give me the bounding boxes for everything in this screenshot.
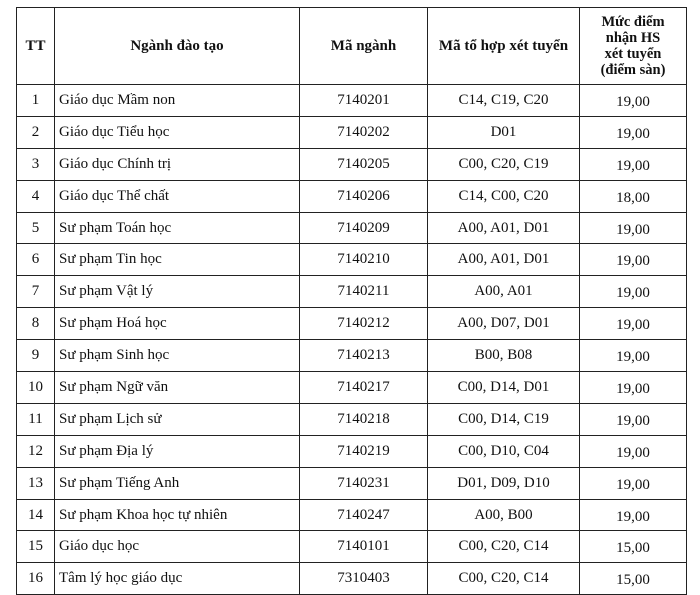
header-major: Ngành đào tạo xyxy=(55,8,300,85)
header-score-line: nhận HS xyxy=(605,30,661,46)
cell-score: 19,00 xyxy=(580,435,687,467)
cell-tt: 10 xyxy=(17,372,55,404)
cell-code: 7140210 xyxy=(300,244,428,276)
cell-code: 7140247 xyxy=(300,499,428,531)
cell-combo: C00, C20, C19 xyxy=(428,148,580,180)
admission-table-container xyxy=(16,7,687,595)
table-row xyxy=(17,563,687,595)
cell-combo: B00, B08 xyxy=(428,340,580,372)
table-row xyxy=(17,308,687,340)
header-score-line: Mức điểm xyxy=(601,14,665,30)
cell-code: 7310403 xyxy=(300,563,428,595)
cell-code: 7140101 xyxy=(300,531,428,563)
cell-score: 19,00 xyxy=(580,308,687,340)
cell-code: 7140206 xyxy=(300,180,428,212)
cell-score: 15,00 xyxy=(580,563,687,595)
cell-major: Sư phạm Tin học xyxy=(55,244,300,276)
cell-combo: A00, D07, D01 xyxy=(428,308,580,340)
cell-tt: 5 xyxy=(17,212,55,244)
cell-tt: 12 xyxy=(17,435,55,467)
cell-major: Sư phạm Ngữ văn xyxy=(55,372,300,404)
cell-score: 19,00 xyxy=(580,372,687,404)
table-row xyxy=(17,116,687,148)
cell-major: Sư phạm Hoá học xyxy=(55,308,300,340)
cell-major: Sư phạm Tiếng Anh xyxy=(55,467,300,499)
header-code: Mã ngành xyxy=(300,8,428,85)
table-row xyxy=(17,435,687,467)
table-row xyxy=(17,276,687,308)
cell-score: 15,00 xyxy=(580,531,687,563)
cell-tt: 15 xyxy=(17,531,55,563)
cell-major: Giáo dục Thể chất xyxy=(55,180,300,212)
cell-tt: 3 xyxy=(17,148,55,180)
cell-tt: 9 xyxy=(17,340,55,372)
cell-score: 19,00 xyxy=(580,244,687,276)
cell-code: 7140213 xyxy=(300,340,428,372)
cell-code: 7140201 xyxy=(300,85,428,117)
table-body xyxy=(17,85,687,595)
cell-tt: 4 xyxy=(17,180,55,212)
cell-code: 7140231 xyxy=(300,467,428,499)
cell-code: 7140202 xyxy=(300,116,428,148)
cell-tt: 14 xyxy=(17,499,55,531)
table-row xyxy=(17,372,687,404)
cell-score: 19,00 xyxy=(580,467,687,499)
cell-score: 19,00 xyxy=(580,85,687,117)
header-tt: TT xyxy=(17,8,55,85)
table-row xyxy=(17,212,687,244)
cell-combo: A00, A01, D01 xyxy=(428,244,580,276)
cell-score: 18,00 xyxy=(580,180,687,212)
cell-combo: A00, A01 xyxy=(428,276,580,308)
cell-code: 7140212 xyxy=(300,308,428,340)
cell-tt: 11 xyxy=(17,403,55,435)
cell-combo: C00, D14, C19 xyxy=(428,403,580,435)
table-row xyxy=(17,180,687,212)
table-row xyxy=(17,244,687,276)
cell-tt: 7 xyxy=(17,276,55,308)
table-row xyxy=(17,467,687,499)
table-row xyxy=(17,499,687,531)
cell-tt: 13 xyxy=(17,467,55,499)
table-header-row xyxy=(17,8,687,85)
cell-major: Sư phạm Vật lý xyxy=(55,276,300,308)
cell-major: Giáo dục Tiểu học xyxy=(55,116,300,148)
cell-combo: C00, D14, D01 xyxy=(428,372,580,404)
cell-major: Giáo dục Mầm non xyxy=(55,85,300,117)
table-row xyxy=(17,340,687,372)
table-row xyxy=(17,148,687,180)
cell-code: 7140209 xyxy=(300,212,428,244)
cell-tt: 2 xyxy=(17,116,55,148)
cell-score: 19,00 xyxy=(580,148,687,180)
cell-major: Tâm lý học giáo dục xyxy=(55,563,300,595)
cell-score: 19,00 xyxy=(580,212,687,244)
header-score-line: (điểm sàn) xyxy=(600,62,666,78)
cell-combo: D01 xyxy=(428,116,580,148)
cell-major: Sư phạm Lịch sử xyxy=(55,403,300,435)
cell-major: Sư phạm Khoa học tự nhiên xyxy=(55,499,300,531)
cell-combo: A00, B00 xyxy=(428,499,580,531)
header-score-line: xét tuyển xyxy=(604,46,662,62)
table-row xyxy=(17,403,687,435)
cell-tt: 8 xyxy=(17,308,55,340)
cell-score: 19,00 xyxy=(580,276,687,308)
cell-major: Giáo dục học xyxy=(55,531,300,563)
cell-code: 7140205 xyxy=(300,148,428,180)
table-row xyxy=(17,85,687,117)
cell-combo: A00, A01, D01 xyxy=(428,212,580,244)
cell-score: 19,00 xyxy=(580,340,687,372)
cell-major: Giáo dục Chính trị xyxy=(55,148,300,180)
cell-score: 19,00 xyxy=(580,499,687,531)
cell-score: 19,00 xyxy=(580,403,687,435)
cell-code: 7140218 xyxy=(300,403,428,435)
cell-combo: C00, C20, C14 xyxy=(428,531,580,563)
cell-combo: C00, C20, C14 xyxy=(428,563,580,595)
cell-combo: C14, C00, C20 xyxy=(428,180,580,212)
cell-combo: C14, C19, C20 xyxy=(428,85,580,117)
header-combo: Mã tổ hợp xét tuyển xyxy=(428,8,580,85)
cell-score: 19,00 xyxy=(580,116,687,148)
cell-major: Sư phạm Toán học xyxy=(55,212,300,244)
cell-code: 7140219 xyxy=(300,435,428,467)
cell-major: Sư phạm Địa lý xyxy=(55,435,300,467)
cell-tt: 1 xyxy=(17,85,55,117)
cell-tt: 16 xyxy=(17,563,55,595)
admission-score-table xyxy=(16,7,687,595)
cell-code: 7140217 xyxy=(300,372,428,404)
cell-combo: D01, D09, D10 xyxy=(428,467,580,499)
cell-major: Sư phạm Sinh học xyxy=(55,340,300,372)
cell-tt: 6 xyxy=(17,244,55,276)
cell-code: 7140211 xyxy=(300,276,428,308)
header-score xyxy=(580,8,687,85)
cell-combo: C00, D10, C04 xyxy=(428,435,580,467)
